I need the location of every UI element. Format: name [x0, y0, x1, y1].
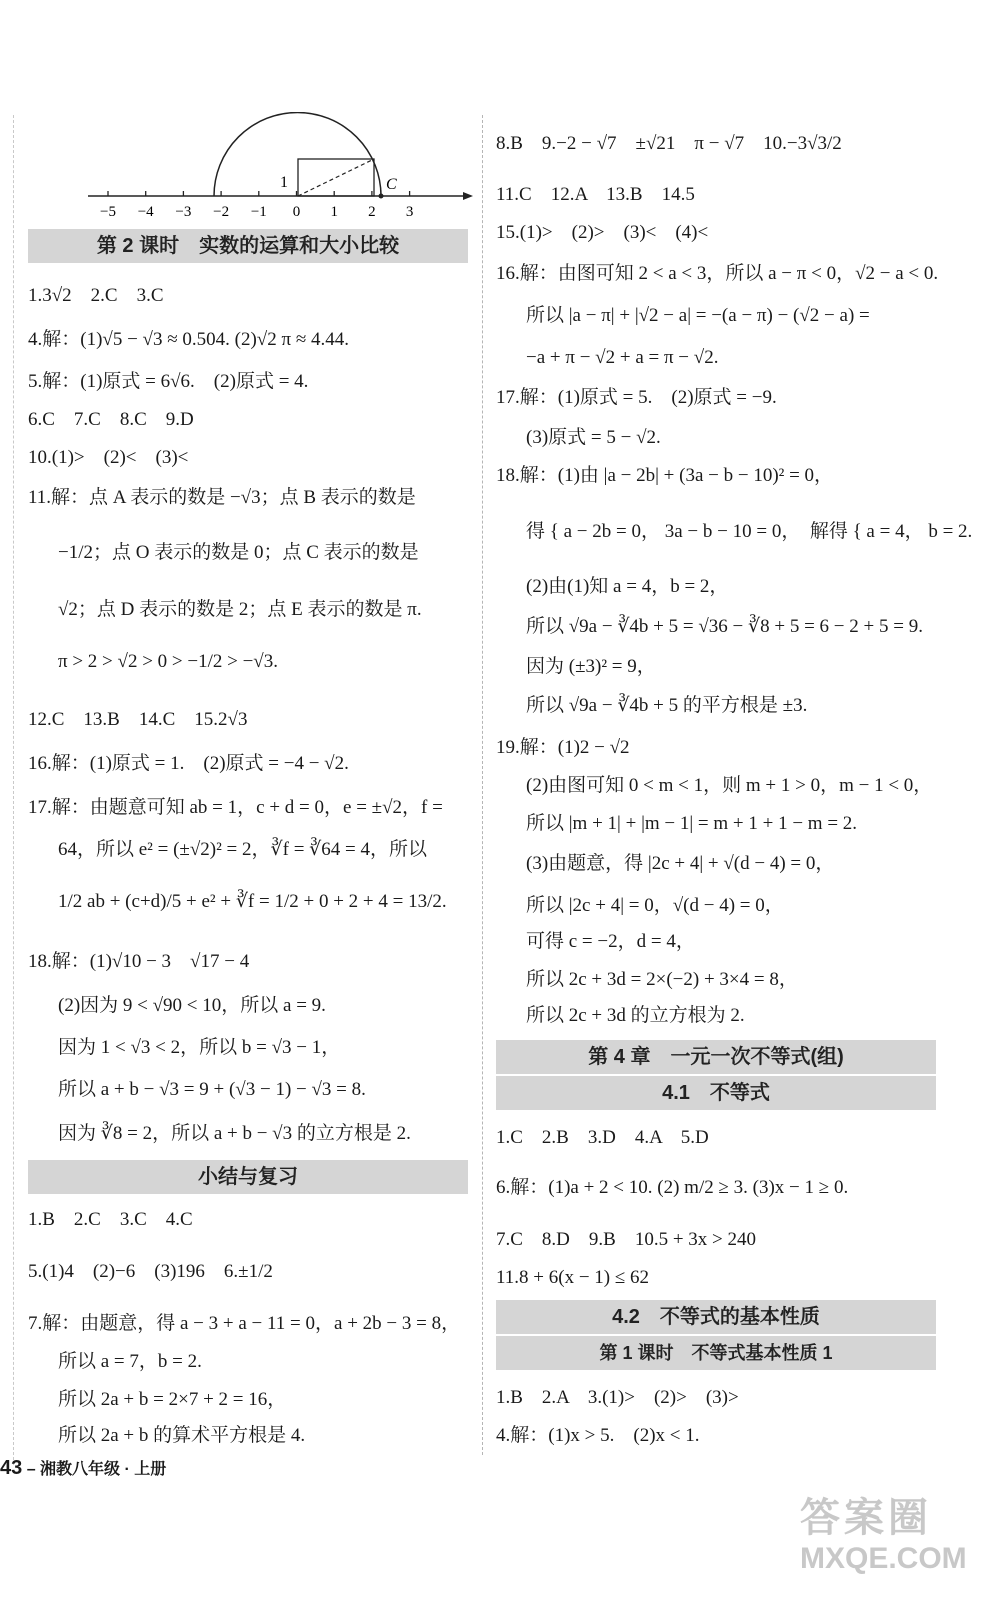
answer-line: 11.解：点 A 表示的数是 −√3；点 B 表示的数是 [28, 487, 416, 508]
answer-line: 6.C 7.C 8.C 9.D [28, 409, 194, 430]
answer-line: 10.(1)> (2)< (3)< [28, 447, 189, 468]
answer-line: 15.(1)> (2)> (3)< (4)< [496, 222, 709, 243]
answer-line: 18.解：(1)√10 − 3 √17 − 4 [28, 951, 250, 972]
answer-line: √2；点 D 表示的数是 2；点 E 表示的数是 π. [58, 599, 422, 620]
answer-line: 所以 √9a − ∛4b + 5 的平方根是 ±3. [526, 695, 808, 716]
answer-line: 所以 2a + b 的算术平方根是 4. [58, 1425, 306, 1446]
figure-label-c: C [386, 176, 397, 193]
answer-line: −a + π − √2 + a = π − √2. [526, 347, 719, 368]
watermark-text: 答案圈 [800, 1496, 932, 1540]
answer-line: (2)因为 9 < √90 < 10，所以 a = 9. [58, 995, 326, 1016]
answer-line: 7.C 8.D 9.B 10.5 + 3x > 240 [496, 1229, 756, 1250]
tick-label: −4 [137, 204, 154, 220]
answer-line: 17.解：由题意可知 ab = 1，c + d = 0，e = ±√2，f = [28, 797, 443, 818]
answer-line: 17.解：(1)原式 = 5. (2)原式 = −9. [496, 387, 777, 408]
answer-line: 64，所以 e² = (±√2)² = 2，∛f = ∛64 = 4，所以 [58, 839, 427, 860]
tick-label: 2 [368, 204, 376, 220]
book-title: 湘教八年级 · 上册 [40, 1461, 167, 1478]
answer-line: 所以 a = 7，b = 2. [58, 1351, 202, 1372]
answer-line: 16.解：(1)原式 = 1. (2)原式 = −4 − √2. [28, 753, 349, 774]
answer-line: 7.解：由题意，得 a − 3 + a − 11 = 0，a + 2b − 3 = 8， [28, 1313, 461, 1334]
answer-line: 1.C 2.B 3.D 4.A 5.D [496, 1127, 709, 1148]
answer-line: 所以 2c + 3d 的立方根为 2. [526, 1005, 745, 1026]
answer-line: 得 { a − 2b = 0， 3a − b − 10 = 0， 解得 { a = 4， b = 2. [526, 521, 973, 542]
answer-line: 12.C 13.B 14.C 15.2√3 [28, 709, 248, 730]
answer-line: (3)由题意，得 |2c + 4| + √(d − 4) = 0， [526, 853, 835, 874]
answer-line: 1/2 ab + (c+d)/5 + e² + ∛f = 1/2 + 0 + 2 + 4 = 13/2. [58, 891, 447, 912]
answer-line: 4.解：(1)√5 − √3 ≈ 0.504. (2)√2 π ≈ 4.44. [28, 329, 350, 350]
lesson-title-4-2-1: 第 1 课时 不等式基本性质 1 [496, 1336, 936, 1370]
answer-line: 因为 (±3)² = 9， [526, 656, 656, 677]
answer-line: 所以 a + b − √3 = 9 + (√3 − 1) − √3 = 8. [58, 1079, 366, 1100]
answer-line: 5.(1)4 (2)−6 (3)196 6.±1/2 [28, 1261, 273, 1282]
answer-line: (2)由(1)知 a = 4，b = 2， [526, 576, 729, 597]
answer-line: 6.解：(1)a + 2 < 10. (2) m/2 ≥ 3. (3)x − 1 ≥ 0. [496, 1177, 849, 1198]
tick-label: 3 [405, 204, 414, 220]
section-title-lesson2: 第 2 课时 实数的运算和大小比较 [28, 229, 468, 263]
chapter-title: 第 4 章 一元一次不等式(组) [496, 1040, 936, 1074]
tick-label: −5 [100, 204, 116, 220]
answer-line: 因为 ∛8 = 2，所以 a + b − √3 的立方根是 2. [58, 1123, 411, 1144]
answer-line: −1/2；点 O 表示的数是 0；点 C 表示的数是 [58, 542, 419, 563]
footer-dash: – [26, 1461, 41, 1478]
number-line-figure [68, 112, 508, 222]
page-edge-line [13, 115, 14, 1465]
watermark-logo [800, 1495, 980, 1595]
column-divider [482, 115, 483, 1455]
section-title-4-1: 4.1 不等式 [496, 1076, 936, 1110]
answer-line: 1.B 2.C 3.C 4.C [28, 1209, 193, 1230]
answer-line: 可得 c = −2，d = 4， [526, 931, 695, 952]
tick-label: 1 [330, 204, 338, 220]
figure-label-one: 1 [280, 174, 288, 191]
answer-line: 1.B 2.A 3.(1)> (2)> (3)> [496, 1387, 739, 1408]
answer-line: 所以 2c + 3d = 2×(−2) + 3×4 = 8， [526, 969, 798, 990]
page-number: 43 [0, 1457, 23, 1479]
answer-line: 1.3√2 2.C 3.C [28, 285, 164, 306]
answer-line: 所以 |2c + 4| = 0，√(d − 4) = 0， [526, 895, 784, 916]
answer-line: 所以 |m + 1| + |m − 1| = m + 1 + 1 − m = 2. [526, 813, 858, 834]
answer-line: 5.解：(1)原式 = 6√6. (2)原式 = 4. [28, 371, 309, 392]
answer-line: 所以 √9a − ∛4b + 5 = √36 − ∛8 + 5 = 6 − 2 + 5 = 9. [526, 616, 923, 637]
answer-line: 16.解：由图可知 2 < a < 3，所以 a − π < 0，√2 − a < 0. [496, 263, 939, 284]
tick-label: −2 [213, 204, 230, 220]
answer-line: 所以 2a + b = 2×7 + 2 = 16， [58, 1389, 287, 1410]
answer-line: 19.解：(1)2 − √2 [496, 737, 630, 758]
answer-line: (2)由图可知 0 < m < 1，则 m + 1 > 0，m − 1 < 0， [526, 775, 933, 796]
tick-label: 0 [292, 204, 301, 220]
watermark-url: MXQE.COM [800, 1542, 967, 1575]
answer-line: 11.C 12.A 13.B 14.5 [496, 184, 695, 205]
answer-line: 4.解：(1)x > 5. (2)x < 1. [496, 1425, 700, 1446]
page-footer [0, 1456, 166, 1480]
section-title-4-2: 4.2 不等式的基本性质 [496, 1300, 936, 1334]
section-title-review: 小结与复习 [28, 1160, 468, 1194]
answer-line: (3)原式 = 5 − √2. [526, 427, 661, 448]
answer-line: 8.B 9.−2 − √7 ±√21 π − √7 10.−3√3/2 [496, 133, 842, 154]
tick-label: −1 [250, 204, 267, 220]
tick-label: −3 [175, 204, 192, 220]
answer-line: π > 2 > √2 > 0 > −1/2 > −√3. [58, 651, 278, 672]
answer-line: 因为 1 < √3 < 2，所以 b = √3 − 1， [58, 1037, 341, 1058]
answer-line: 11.8 + 6(x − 1) ≤ 62 [496, 1267, 650, 1288]
answer-line: 所以 |a − π| + |√2 − a| = −(a − π) − (√2 − a) = [526, 305, 870, 326]
answer-line: 18.解：(1)由 |a − 2b| + (3a − b − 10)² = 0， [496, 465, 834, 486]
